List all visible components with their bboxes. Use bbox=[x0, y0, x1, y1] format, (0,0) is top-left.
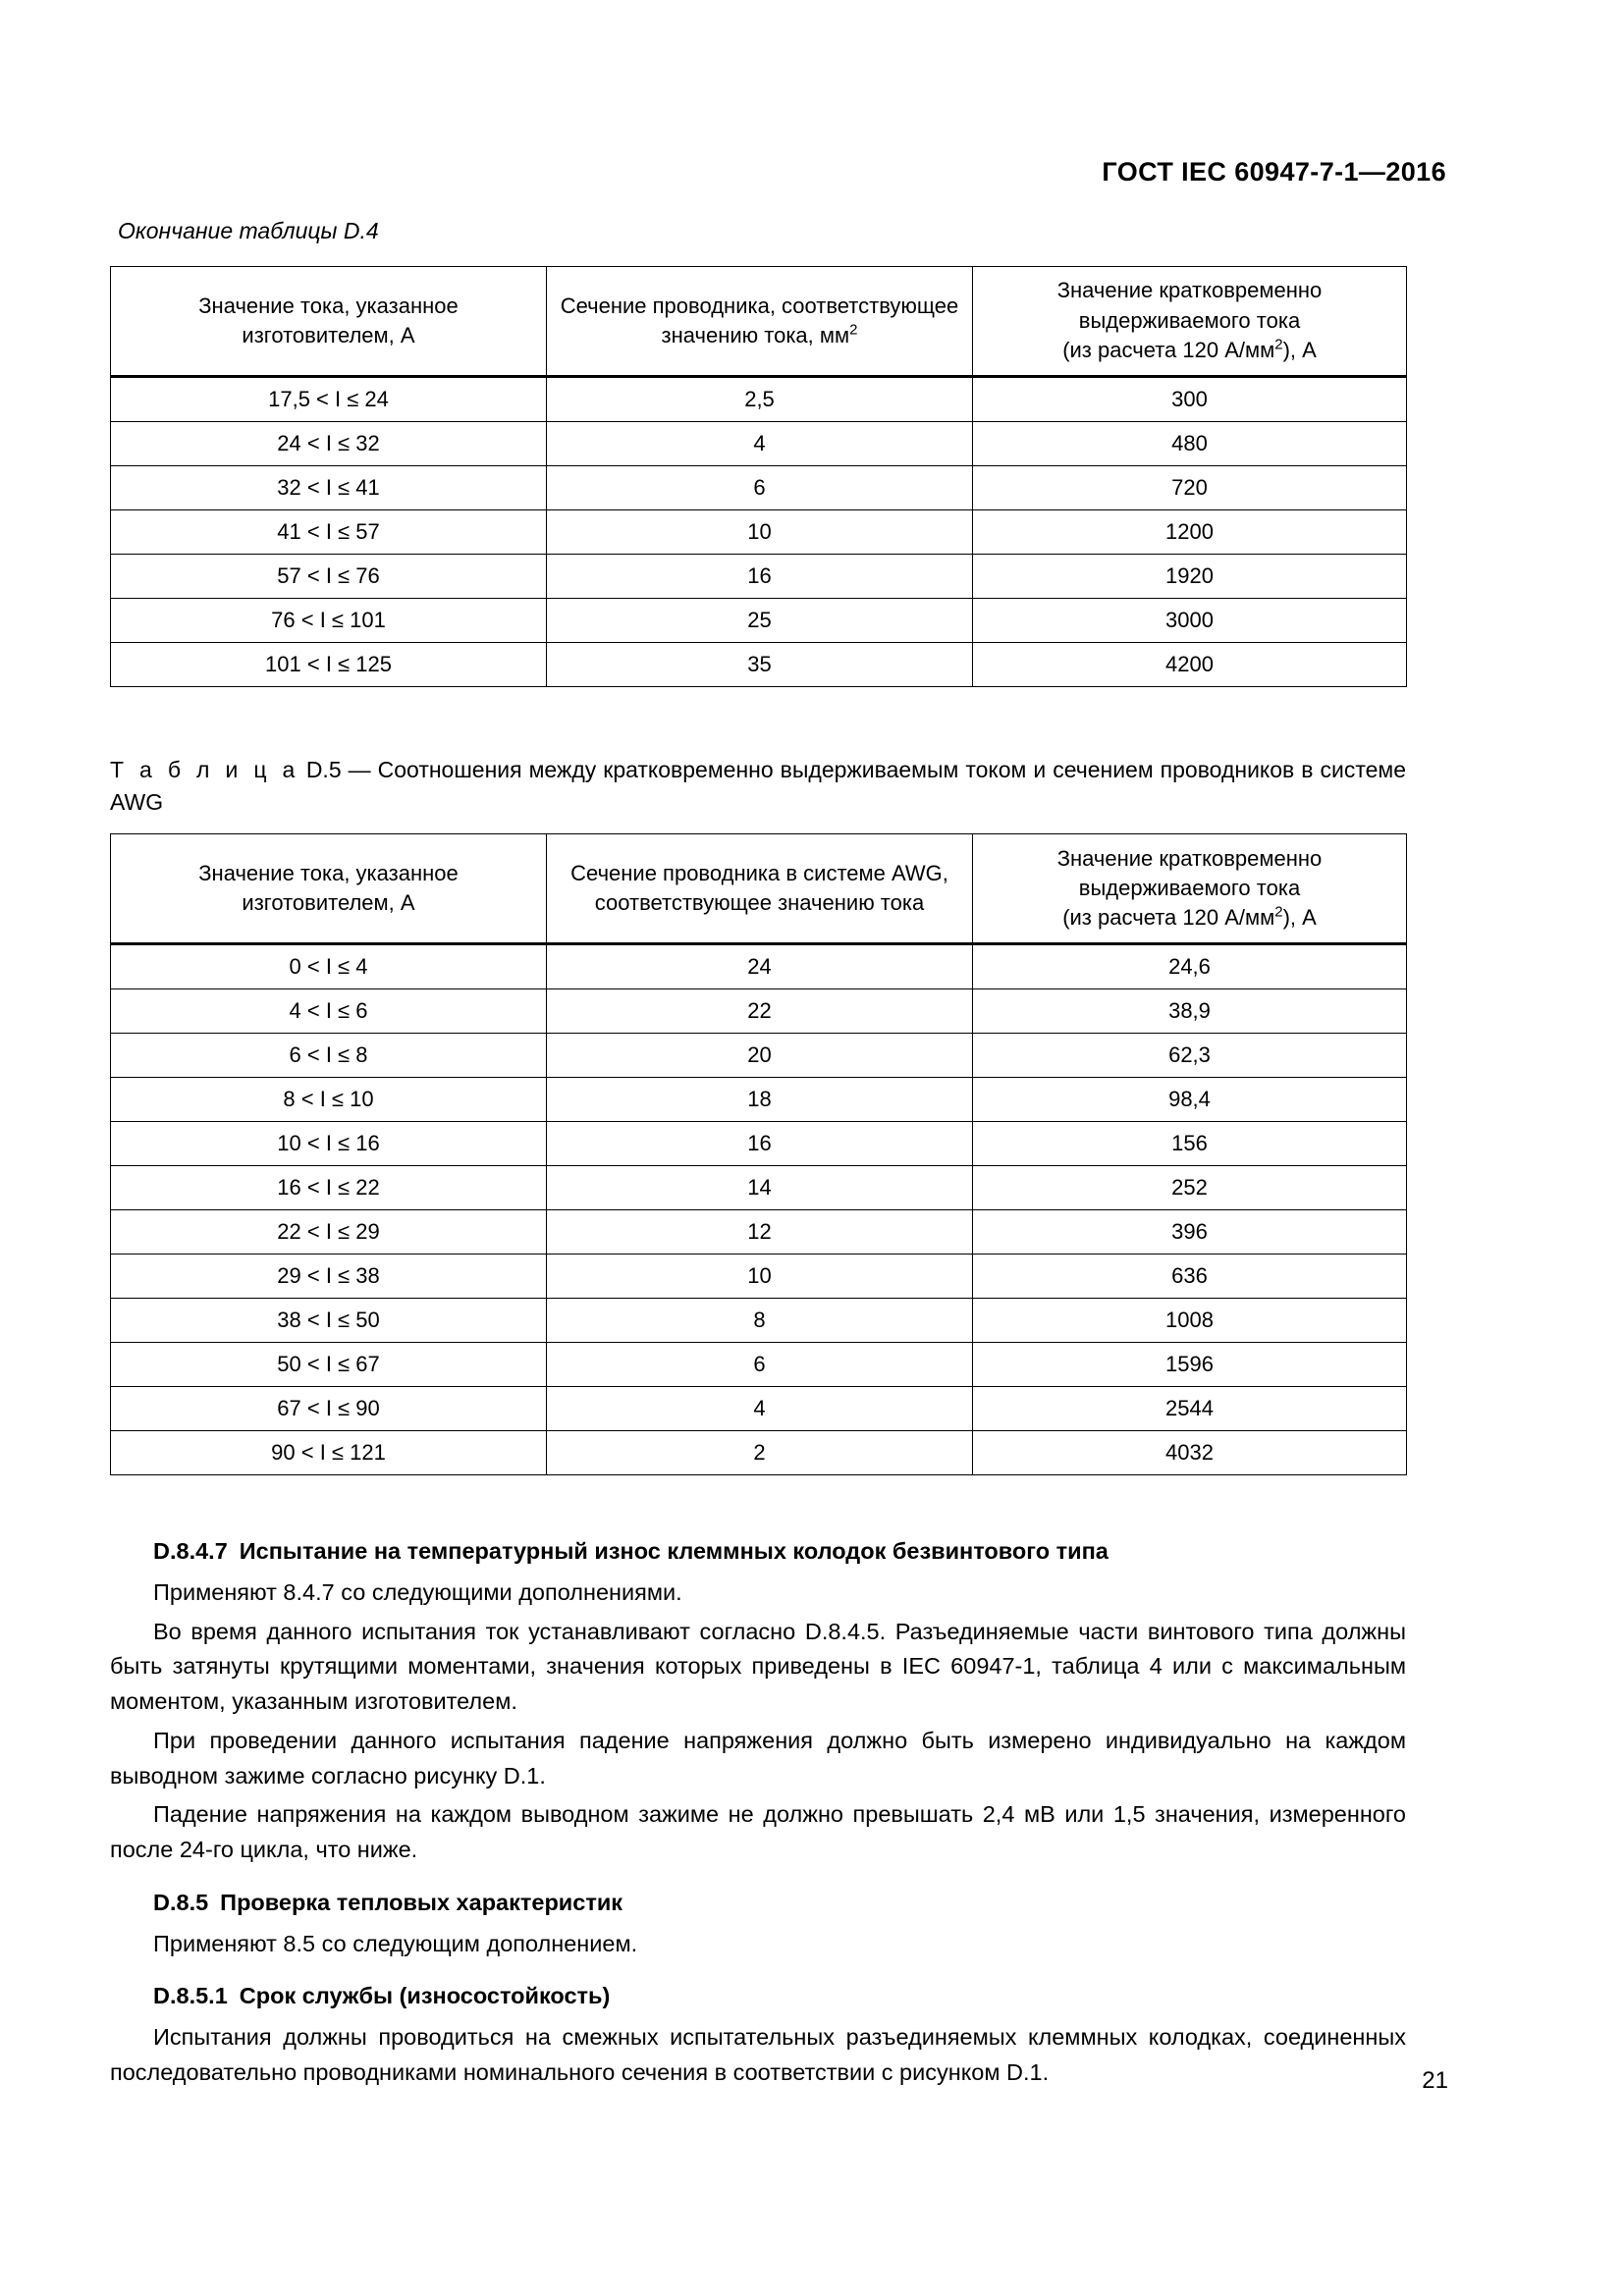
header-line: значению тока, мм bbox=[661, 323, 850, 347]
table-d5-header-row bbox=[111, 834, 1407, 944]
table-d4-caption: Окончание таблицы D.4 bbox=[118, 218, 379, 243]
table-d5-col-current bbox=[111, 834, 547, 944]
cell-awg: 4 bbox=[547, 1387, 973, 1431]
table-d4-col-current bbox=[111, 267, 547, 377]
cell-withstand: 156 bbox=[973, 1122, 1407, 1166]
header-line: Значение тока, указанное bbox=[198, 293, 459, 318]
heading-title: Срок службы (износостойкость) bbox=[239, 1983, 611, 2009]
page-content bbox=[110, 218, 1406, 2090]
header-line: ), А bbox=[1282, 905, 1317, 931]
cell-current: 0 < I ≤ 4 bbox=[111, 944, 547, 989]
cell-current: 29 < I ≤ 38 bbox=[111, 1255, 547, 1299]
table-row bbox=[111, 599, 1407, 643]
header-line: изготовителем, А bbox=[242, 890, 415, 916]
table-row bbox=[111, 1431, 1407, 1475]
cell-current: 24 < I ≤ 32 bbox=[111, 422, 547, 466]
heading-d847 bbox=[110, 1534, 1406, 1570]
cell-current: 6 < I ≤ 8 bbox=[111, 1034, 547, 1078]
table-row bbox=[111, 1122, 1407, 1166]
header-line: выдерживаемого тока bbox=[1078, 307, 1301, 333]
cell-section: 6 bbox=[547, 466, 973, 510]
header-line: Значение тока, указанное bbox=[198, 860, 459, 885]
paragraph-d847-3: При проведении данного испытания падение напряжения должно быть измерено индивидуально на каждом выводном зажиме согласно рисунку D.1. bbox=[110, 1727, 1406, 1789]
cell-current: 67 < I ≤ 90 bbox=[111, 1387, 547, 1431]
cell-withstand: 396 bbox=[973, 1210, 1407, 1255]
table-caption-label: Т а б л и ц а bbox=[110, 757, 299, 782]
table-row bbox=[111, 1034, 1407, 1078]
paragraph-d85-1: Применяют 8.5 со следующим дополнением. bbox=[153, 1930, 638, 1956]
table-row bbox=[111, 377, 1407, 422]
paragraph-d851-1: Испытания должны проводиться на смежных испытательных разъединяемых клеммных колодках, соединенных последовательно проводниками номинального сечения в соответствии с рисунком D.1. bbox=[110, 2023, 1406, 2085]
table-row bbox=[111, 989, 1407, 1034]
table-d5-col-awg bbox=[547, 834, 973, 944]
table-d4-header-row bbox=[111, 267, 1407, 377]
heading-d85 bbox=[110, 1886, 1406, 1921]
cell-withstand: 98,4 bbox=[973, 1078, 1407, 1122]
paragraph-d847-4: Падение напряжения на каждом выводном зажиме не должно превышать 2,4 мВ или 1,5 значения, измеренного после 24-го цикла, что ниже. bbox=[110, 1801, 1406, 1863]
superscript-two: 2 bbox=[1274, 904, 1283, 922]
cell-withstand: 24,6 bbox=[973, 944, 1407, 989]
cell-section: 10 bbox=[547, 510, 973, 555]
cell-section: 2,5 bbox=[547, 377, 973, 422]
cell-withstand: 3000 bbox=[973, 599, 1407, 643]
cell-withstand: 62,3 bbox=[973, 1034, 1407, 1078]
cell-current: 57 < I ≤ 76 bbox=[111, 555, 547, 599]
table-row bbox=[111, 1210, 1407, 1255]
cell-section: 35 bbox=[547, 643, 973, 687]
cell-withstand: 480 bbox=[973, 422, 1407, 466]
table-row bbox=[111, 1387, 1407, 1431]
cell-current: 10 < I ≤ 16 bbox=[111, 1122, 547, 1166]
table-row bbox=[111, 466, 1407, 510]
cell-withstand: 1008 bbox=[973, 1299, 1407, 1343]
cell-current: 32 < I ≤ 41 bbox=[111, 466, 547, 510]
table-d5 bbox=[110, 833, 1407, 1475]
cell-awg: 22 bbox=[547, 989, 973, 1034]
cell-withstand: 1596 bbox=[973, 1343, 1407, 1387]
table-d4-body bbox=[111, 377, 1407, 687]
cell-awg: 6 bbox=[547, 1343, 973, 1387]
cell-current: 50 < I ≤ 67 bbox=[111, 1343, 547, 1387]
table-row bbox=[111, 944, 1407, 989]
cell-awg: 24 bbox=[547, 944, 973, 989]
cell-current: 76 < I ≤ 101 bbox=[111, 599, 547, 643]
cell-current: 16 < I ≤ 22 bbox=[111, 1166, 547, 1210]
cell-withstand: 636 bbox=[973, 1255, 1407, 1299]
header-line: изготовителем, А bbox=[242, 323, 415, 347]
header-line: Сечение проводника в системе AWG, bbox=[570, 860, 948, 885]
header-line: ), А bbox=[1282, 338, 1317, 363]
page-number: 21 bbox=[1422, 2067, 1448, 2094]
header-line: (из расчета 120 А/мм bbox=[1062, 338, 1275, 363]
cell-current: 4 < I ≤ 6 bbox=[111, 989, 547, 1034]
cell-awg: 12 bbox=[547, 1210, 973, 1255]
header-line: Сечение проводника, соответствующее bbox=[560, 293, 959, 318]
table-caption-number: D.5 bbox=[305, 757, 342, 782]
cell-current: 38 < I ≤ 50 bbox=[111, 1299, 547, 1343]
paragraph-d847-2: Во время данного испытания ток устанавливают согласно D.8.4.5. Разъединяемые части винтового типа должны быть затянуты крутящими моментами, значения которых приведены в IEC 60947-1, таблица 4 или с максимальным моментом, указанным изготовителем. bbox=[110, 1618, 1406, 1715]
table-row bbox=[111, 1343, 1407, 1387]
cell-withstand: 720 bbox=[973, 466, 1407, 510]
cell-awg: 2 bbox=[547, 1431, 973, 1475]
table-row bbox=[111, 555, 1407, 599]
running-header: ГОСТ IEC 60947-7-1—2016 bbox=[1102, 157, 1446, 187]
cell-withstand: 4032 bbox=[973, 1431, 1407, 1475]
table-d5-body bbox=[111, 944, 1407, 1475]
cell-awg: 14 bbox=[547, 1166, 973, 1210]
cell-awg: 10 bbox=[547, 1255, 973, 1299]
heading-title: Испытание на температурный износ клеммных колодок безвинтового типа bbox=[239, 1538, 1109, 1565]
cell-withstand: 4200 bbox=[973, 643, 1407, 687]
table-row bbox=[111, 1299, 1407, 1343]
header-line: Значение кратковременно bbox=[1056, 278, 1323, 303]
header-line: соответствующее значению тока bbox=[594, 890, 925, 916]
cell-section: 4 bbox=[547, 422, 973, 466]
cell-current: 17,5 < I ≤ 24 bbox=[111, 377, 547, 422]
cell-section: 25 bbox=[547, 599, 973, 643]
heading-number: D.8.5.1 bbox=[153, 1983, 228, 2009]
cell-withstand: 252 bbox=[973, 1166, 1407, 1210]
spacer bbox=[110, 1475, 1406, 1534]
table-row bbox=[111, 510, 1407, 555]
body-text bbox=[110, 1534, 1406, 2090]
header-line: выдерживаемого тока bbox=[1078, 876, 1301, 901]
header-line: Значение кратковременно bbox=[1056, 845, 1323, 871]
cell-awg: 18 bbox=[547, 1078, 973, 1122]
table-row bbox=[111, 643, 1407, 687]
table-d5-col-withstand bbox=[973, 834, 1407, 944]
superscript-two: 2 bbox=[849, 321, 858, 339]
table-row bbox=[111, 1255, 1407, 1299]
cell-awg: 16 bbox=[547, 1122, 973, 1166]
heading-title: Проверка тепловых характеристик bbox=[220, 1889, 623, 1915]
cell-current: 101 < I ≤ 125 bbox=[111, 643, 547, 687]
cell-withstand: 38,9 bbox=[973, 989, 1407, 1034]
cell-section: 16 bbox=[547, 555, 973, 599]
table-d5-caption bbox=[110, 754, 1406, 818]
spacer bbox=[110, 687, 1406, 754]
paragraph-d847-1: Применяют 8.4.7 со следующими дополнениями. bbox=[153, 1579, 682, 1606]
table-d4-col-section bbox=[547, 267, 973, 377]
superscript-two: 2 bbox=[1274, 336, 1283, 353]
cell-current: 41 < I ≤ 57 bbox=[111, 510, 547, 555]
table-row bbox=[111, 1166, 1407, 1210]
spacer bbox=[110, 1965, 1406, 1979]
heading-number: D.8.4.7 bbox=[153, 1538, 228, 1565]
heading-d851 bbox=[110, 1979, 1406, 2014]
cell-awg: 20 bbox=[547, 1034, 973, 1078]
table-d4 bbox=[110, 266, 1407, 687]
heading-number: D.8.5 bbox=[153, 1889, 209, 1915]
header-line: (из расчета 120 А/мм bbox=[1062, 905, 1275, 931]
cell-current: 22 < I ≤ 29 bbox=[111, 1210, 547, 1255]
cell-withstand: 2544 bbox=[973, 1387, 1407, 1431]
cell-withstand: 1920 bbox=[973, 555, 1407, 599]
table-row bbox=[111, 422, 1407, 466]
cell-current: 8 < I ≤ 10 bbox=[111, 1078, 547, 1122]
table-row bbox=[111, 1078, 1407, 1122]
cell-awg: 8 bbox=[547, 1299, 973, 1343]
cell-withstand: 1200 bbox=[973, 510, 1407, 555]
cell-current: 90 < I ≤ 121 bbox=[111, 1431, 547, 1475]
cell-withstand: 300 bbox=[973, 377, 1407, 422]
table-d4-col-withstand bbox=[973, 267, 1407, 377]
spacer bbox=[110, 1872, 1406, 1886]
table-caption-text: — Соотношения между кратковременно выдерживаемым током и сечением проводников в системе AWG bbox=[110, 757, 1407, 815]
